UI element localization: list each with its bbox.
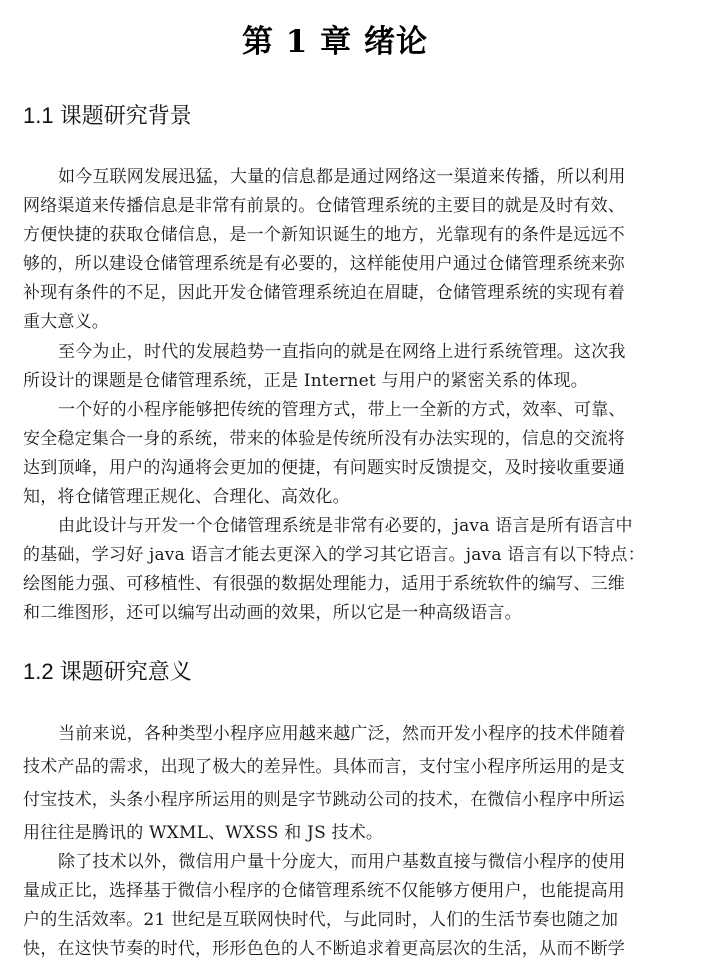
paragraph-line: 付宝技术，头条小程序所运用的则是字节跳动公司的技术，在微信小程序中所运 bbox=[23, 790, 625, 810]
paragraph-line: 方便快捷的获取仓储信息，是一个新知识诞生的地方，光靠现有的条件是远远不 bbox=[23, 225, 625, 245]
paragraph-line: 安全稳定集合一身的系统，带来的体验是传统所没有办法实现的，信息的交流将 bbox=[23, 429, 625, 449]
paragraph-line: 如今互联网发展迅猛，大量的信息都是通过网络这一渠道来传播，所以利用 bbox=[58, 167, 626, 187]
paragraph-line: 所设计的课题是仓储管理系统，正是 Internet 与用户的紧密关系的体现。 bbox=[23, 371, 588, 391]
chapter-title: 第 1 章 绪论 bbox=[242, 24, 428, 60]
paragraph-line: 至今为止，时代的发展趋势一直指向的就是在网络上进行系统管理。这次我 bbox=[58, 342, 626, 362]
paragraph-line: 户的生活效率。21 世纪是互联网快时代，与此同时，人们的生活节奏也随之加 bbox=[23, 910, 619, 930]
paragraph-line: 重大意义。 bbox=[23, 312, 109, 332]
paragraph-line: 一个好的小程序能够把传统的管理方式，带上一全新的方式，效率、可靠、 bbox=[58, 400, 626, 420]
paragraph-line: 网络渠道来传播信息是非常有前景的。仓储管理系统的主要目的就是及时有效、 bbox=[23, 196, 625, 216]
paragraph-line: 达到顶峰，用户的沟通将会更加的便捷，有问题实时反馈提交，及时接收重要通 bbox=[23, 458, 625, 478]
paragraph-line: 知，将仓储管理正规化、合理化、高效化。 bbox=[23, 487, 350, 507]
paragraph-line: 补现有条件的不足，因此开发仓储管理系统迫在眉睫，仓储管理系统的实现有着 bbox=[23, 283, 625, 303]
paragraph-line: 技术产品的需求，出现了极大的差异性。具体而言，支付宝小程序所运用的是支 bbox=[23, 757, 625, 777]
paragraph-line: 除了技术以外，微信用户量十分庞大，而用户基数直接与微信小程序的使用 bbox=[58, 852, 626, 872]
section-heading-1-2: 1.2 课题研究意义 bbox=[23, 659, 192, 684]
paragraph-line: 当前来说，各种类型小程序应用越来越广泛，然而开发小程序的技术伴随着 bbox=[58, 724, 626, 744]
paragraph-line: 用往往是腾讯的 WXML、WXSS 和 JS 技术。 bbox=[23, 823, 384, 843]
paragraph-line: 由此设计与开发一个仓储管理系统是非常有必要的，java 语言是所有语言中 bbox=[58, 516, 633, 536]
paragraph-line: 快，在这快节奏的时代，形形色色的人不断追求着更高层次的生活，从而不断学 bbox=[23, 939, 625, 959]
paragraph-line: 和二维图形，还可以编写出动画的效果，所以它是一种高级语言。 bbox=[23, 603, 522, 623]
paragraph-line: 绘图能力强、可移植性、有很强的数据处理能力，适用于系统软件的编写、三维 bbox=[23, 574, 625, 594]
paragraph-line: 够的，所以建设仓储管理系统是有必要的，这样能使用户通过仓储管理系统来弥 bbox=[23, 254, 625, 274]
paragraph-line: 的基础，学习好 java 语言才能去更深入的学习其它语言。java 语言有以下特点： bbox=[23, 545, 645, 565]
section-heading-1-1: 1.1 课题研究背景 bbox=[23, 103, 192, 128]
paragraph-line: 量成正比，选择基于微信小程序的仓储管理系统不仅能够方便用户，也能提高用 bbox=[23, 881, 625, 901]
